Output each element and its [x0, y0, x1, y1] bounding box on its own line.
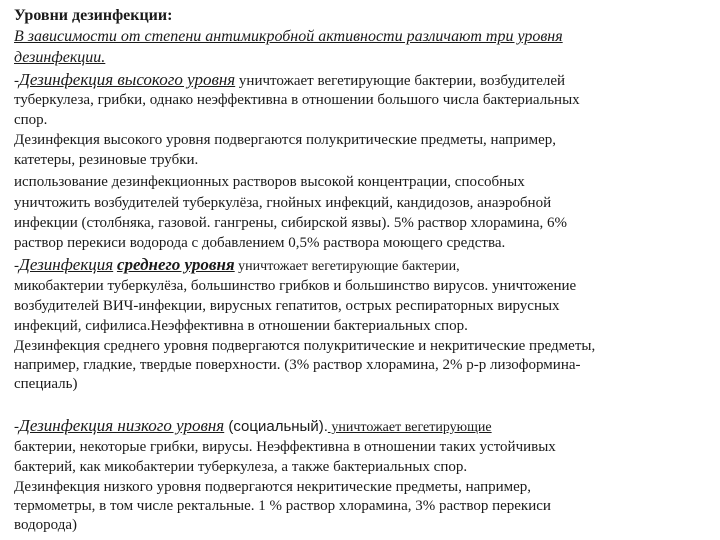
high-level-heading-line	[14, 70, 565, 91]
low-level-line: водорода)	[14, 517, 78, 533]
medium-level-heading-bold: среднего уровня	[116, 255, 235, 274]
low-level-heading-line	[14, 416, 492, 437]
medium-level-dash: -	[14, 258, 19, 274]
low-level-line: бактерии, некоторые грибки, вирусы. Неэффективна в отношении таких устойчивых	[14, 439, 556, 455]
high-level-line: туберкулеза, грибки, однако неэффективна в отношении большого числа бактериальных	[14, 92, 580, 108]
high-level-line: катетеры, резиновые трубки.	[14, 152, 199, 168]
high-level-line: спор.	[14, 112, 48, 128]
intro-line-2: дезинфекции.	[14, 49, 106, 66]
high-level-dash: -	[14, 73, 19, 89]
low-level-heading-rest: уничтожает вегетирующие	[327, 420, 492, 435]
high-level-line: раствор перекиси водорода с добавлением 0,5% раствора моющего средства.	[14, 235, 506, 251]
high-level-heading-rest: уничтожает вегетирующие бактерии, возбудителей	[235, 73, 566, 89]
low-level-dash: -	[14, 419, 19, 435]
medium-level-heading-line	[14, 255, 460, 276]
intro-line-1: В зависимости от степени антимикробной активности различают три уровня	[14, 28, 563, 45]
high-level-line: уничтожить возбудителей туберкулёза, гнойных инфекций, кандидозов, анаэробной	[14, 195, 552, 211]
high-level-line: инфекции (столбняка, газовой. гангрены, сибирской язвы). 5% раствор хлорамина, 6%	[14, 215, 568, 231]
medium-level-line: инфекций, сифилиса.Неэффективна в отношении бактериальных спор.	[14, 318, 468, 334]
low-level-heading: Дезинфекция низкого уровня	[19, 416, 225, 435]
medium-level-line: микобактерии туберкулёза, большинство грибков и большинство вирусов. уничтожение	[14, 278, 577, 294]
medium-level-heading-rest: уничтожает вегетирующие бактерии,	[234, 259, 460, 274]
medium-level-line: специаль)	[14, 376, 78, 392]
high-level-line: использование дезинфекционных растворов высокой концентрации, способных	[14, 174, 525, 190]
low-level-line: бактерий, как микобактерии туберкулеза, а также бактериальных спор.	[14, 459, 468, 475]
medium-level-line: возбудителей ВИЧ-инфекции, вирусных гепатитов, острых респираторных вирусных	[14, 298, 560, 314]
low-level-line: термометры, в том числе ректальные. 1 % раствор хлорамина, 3% раствор перекиси	[14, 498, 551, 514]
low-level-heading-sans: (социальный).	[224, 418, 328, 435]
high-level-heading: Дезинфекция высокого уровня	[19, 70, 236, 89]
medium-level-line: например, гладкие, твердые поверхности. (3% раствор хлорамина, 2% р-р лизоформина-	[14, 357, 581, 373]
document-title: Уровни дезинфекции:	[14, 7, 173, 24]
high-level-line: Дезинфекция высокого уровня подвергаются полукритические предметы, например,	[14, 132, 556, 148]
low-level-line: Дезинфекция низкого уровня подвергаются некритические предметы, например,	[14, 479, 532, 495]
medium-level-heading: Дезинфекция	[19, 255, 114, 274]
medium-level-line: Дезинфекция среднего уровня подвергаются полукритические и некритические предметы,	[14, 338, 596, 354]
